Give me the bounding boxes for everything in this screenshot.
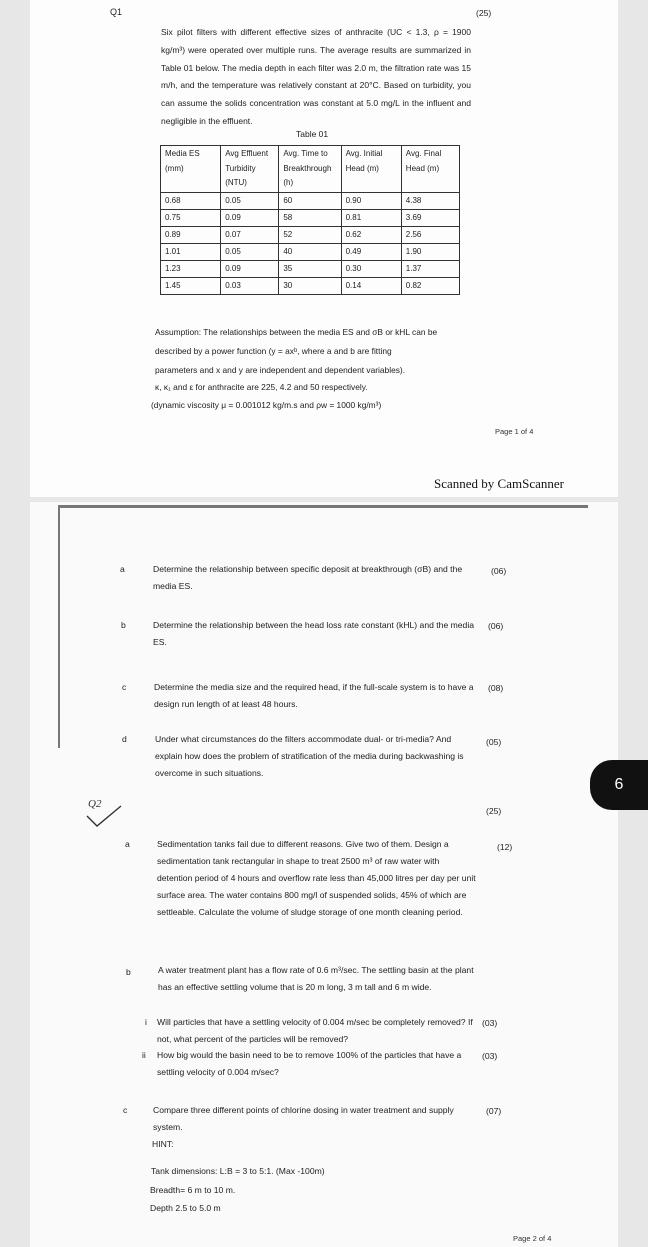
q2-label: Q2 xyxy=(88,798,102,810)
page-2 xyxy=(30,502,618,1247)
table-cell: 1.45 xyxy=(161,277,221,294)
part-letter: a xyxy=(125,839,130,849)
q2b-ii-marks: (03) xyxy=(482,1051,498,1061)
page-label: Page 1 of 4 xyxy=(495,427,534,436)
table-cell: 58 xyxy=(279,209,341,226)
col-header: Avg. Final Head (m) xyxy=(401,146,459,193)
q2b-text: A water treatment plant has a flow rate of 0.6 m³/sec. The settling basin at the plant has an effective settling volume that is 20 m long, 3 m tall and 6 m wide. xyxy=(158,965,474,992)
hint-line: Breadth= 6 m to 10 m. xyxy=(150,1185,236,1195)
table-cell: 52 xyxy=(279,226,341,243)
part-marks: (06) xyxy=(491,566,507,576)
table-cell: 35 xyxy=(279,260,341,277)
table-cell: 1.37 xyxy=(401,260,459,277)
checkmark-icon xyxy=(85,804,125,828)
table-cell: 0.09 xyxy=(221,209,279,226)
q2b-ii-text: How big would the basin need to be to remove 100% of the particles that have a settling velocity of 0.004 m/sec? xyxy=(157,1050,462,1077)
assumption-line-2: described by a power function (y = axᵇ, where a and b are fitting xyxy=(155,346,392,356)
col-header: Avg. Time to Breakthrough (h) xyxy=(279,146,341,193)
assumption-line-5: (dynamic viscosity μ = 0.001012 kg/m.s and ρw = 1000 kg/m³) xyxy=(151,400,382,410)
total-marks: (25) xyxy=(476,8,492,18)
table-body xyxy=(161,192,460,294)
part-letter: c xyxy=(123,1105,128,1115)
assumption-line-3: parameters and x and y are independent and dependent variables). xyxy=(155,365,406,375)
badge-number: 6 xyxy=(614,776,624,793)
part-text: Determine the relationship between the head loss rate constant (kHL) and the media ES. xyxy=(153,620,475,647)
table-cell: 0.07 xyxy=(221,226,279,243)
q2a-text: Sedimentation tanks fail due to different reasons. Give two of them. Design a sedimentation tank rectangular in shape to treat 2500 m³ of raw water with detention period of 4 hours and overflow rate less than 45,000 litres per day per unit surface area. The water contains 800 mg/l of suspended solids, 45% of which are settleable. Calculate the volume of sludge storage of one month cleaning period. xyxy=(157,839,476,917)
q2c-text: Compare three different points of chlorine dosing in water treatment and supply system. xyxy=(153,1105,454,1132)
part-letter: b xyxy=(121,620,126,630)
table-caption: Table 01 xyxy=(296,129,329,139)
table-cell: 0.75 xyxy=(161,209,221,226)
table-cell: 60 xyxy=(279,192,341,209)
hint-line: Depth 2.5 to 5.0 m xyxy=(150,1203,221,1213)
table-row xyxy=(161,226,460,243)
table-cell: 2.56 xyxy=(401,226,459,243)
table-cell: 1.23 xyxy=(161,260,221,277)
table-cell: 0.90 xyxy=(341,192,401,209)
subpart-number: ii xyxy=(142,1050,146,1060)
q2-marks: (25) xyxy=(486,806,502,816)
q1-intro: Six pilot filters with different effective sizes of anthracite (UC < 1.3, ρ = 1900 kg/m³) were operated over multiple runs. The average results are summarized in Table 01 below. The media depth in each filter was 2.0 m, the filtration rate was 15 m/h, and the temperature was relatively constant at 20°C. Based on turbidity, you can assume the solids concentration was constant at 5.0 mg/L in the influent and negligible in the effluent. xyxy=(161,27,471,126)
table-cell: 40 xyxy=(279,243,341,260)
part-marks: (08) xyxy=(488,683,504,693)
table-cell: 0.89 xyxy=(161,226,221,243)
question-id: Q1 xyxy=(110,7,123,17)
table-header-row xyxy=(161,146,460,193)
table-cell: 0.05 xyxy=(221,192,279,209)
part-marks: (05) xyxy=(486,737,502,747)
table-cell: 1.01 xyxy=(161,243,221,260)
q2c-marks: (07) xyxy=(486,1106,502,1116)
hint-label: HINT: xyxy=(152,1139,174,1149)
side-page-badge[interactable] xyxy=(590,760,648,810)
table-cell: 0.49 xyxy=(341,243,401,260)
table-cell: 0.62 xyxy=(341,226,401,243)
part-letter: d xyxy=(122,734,127,744)
table-row xyxy=(161,260,460,277)
table-cell: 4.38 xyxy=(401,192,459,209)
table-cell: 0.30 xyxy=(341,260,401,277)
scanner-watermark: Scanned by CamScanner xyxy=(434,476,564,491)
part-text: Determine the relationship between specific deposit at breakthrough (σB) and the media ES. xyxy=(153,564,463,591)
table-cell: 0.05 xyxy=(221,243,279,260)
table-cell: 0.68 xyxy=(161,192,221,209)
table-cell: 0.09 xyxy=(221,260,279,277)
col-header: Media ES (mm) xyxy=(161,146,221,193)
hint-line: Tank dimensions: L:B = 3 to 5:1. (Max -100m) xyxy=(151,1166,325,1176)
assumption-line-4: κ, κ₁ and ε for anthracite are 225, 4.2 and 50 respectively. xyxy=(155,382,368,392)
part-marks: (06) xyxy=(488,621,504,631)
table-cell: 0.14 xyxy=(341,277,401,294)
table-cell: 3.69 xyxy=(401,209,459,226)
subpart-number: i xyxy=(145,1017,147,1027)
data-table xyxy=(160,145,460,295)
table-cell: 0.82 xyxy=(401,277,459,294)
table-cell: 0.03 xyxy=(221,277,279,294)
q2b-i-marks: (03) xyxy=(482,1018,498,1028)
part-letter: c xyxy=(122,682,127,692)
table-row xyxy=(161,209,460,226)
col-header: Avg Effluent Turbidity (NTU) xyxy=(221,146,279,193)
part-text: Determine the media size and the required head, if the full-scale system is to have a design run length of at least 48 hours. xyxy=(154,682,474,709)
table-cell: 0.81 xyxy=(341,209,401,226)
scan-edge xyxy=(58,505,588,508)
table-cell: 1.90 xyxy=(401,243,459,260)
table-cell: 30 xyxy=(279,277,341,294)
part-text: Under what circumstances do the filters accommodate dual- or tri-media? And explain how does the problem of stratification of the media during backwashing is overcome in such situations. xyxy=(155,734,464,778)
page-1 xyxy=(30,0,618,497)
q2b-i-text: Will particles that have a settling velocity of 0.004 m/sec be completely removed? If not, what percent of the particles will be removed? xyxy=(157,1017,473,1044)
page-label: Page 2 of 4 xyxy=(513,1234,552,1243)
assumption-line-1: Assumption: The relationships between the media ES and σB or kHL can be xyxy=(155,327,438,337)
col-header: Avg. Initial Head (m) xyxy=(341,146,401,193)
scan-edge xyxy=(58,508,60,748)
table-row xyxy=(161,243,460,260)
part-letter: b xyxy=(126,967,131,977)
part-letter: a xyxy=(120,564,125,574)
table-row xyxy=(161,277,460,294)
table-row xyxy=(161,192,460,209)
q2a-marks: (12) xyxy=(497,842,513,852)
